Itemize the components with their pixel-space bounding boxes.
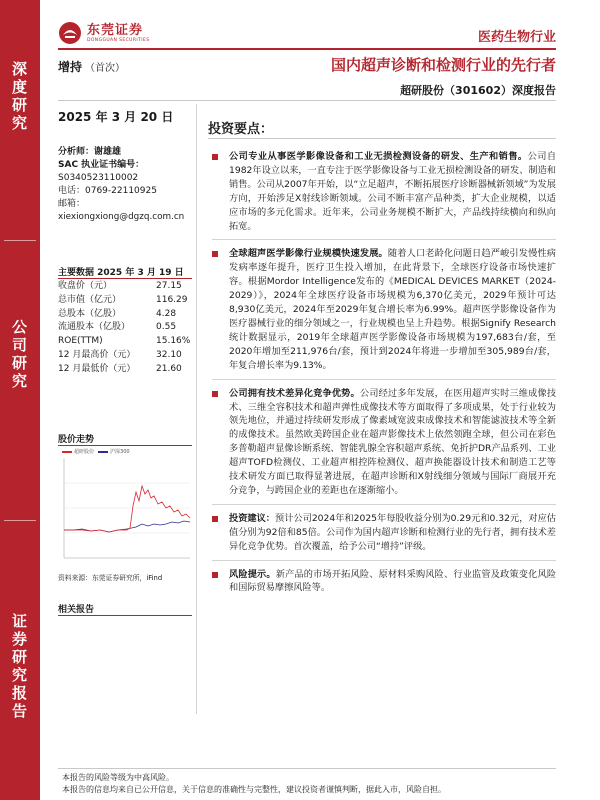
key-point-technology: 公司拥有技术差异化竞争优势。公司经过多年发展，在医用超声实时三维成像技术、三维全容积技术和超声弹性成像技术等方面取得了多项成果，处于行业较为领先地位，并通过持续研发形成了像素域宽波束成像技术和智能滤波技术等全新的成像技术。虽然欧美跨国企业在超声影像技术上依然领跑全球，但公司在彩色多普勒超声显像诊断系统、智能乳腺全容积超声系统、免折护DR产品系列、工业超声TOFD检测仪、工业超声相控阵检测仪、超声换能器设计技术和制造工艺等技术研发方面已取得显著进展，在超声诊断和X射线细分领域与国际厂商展开充分竞争，与跨国企业的差距也在逐渐缩小。 bbox=[212, 387, 556, 498]
bullet-square-icon bbox=[212, 391, 218, 397]
metric-row: 12 月最低价（元） 21.60 bbox=[58, 363, 182, 374]
report-date: 2025 年 3 月 20 日 bbox=[58, 110, 174, 124]
company-logo bbox=[58, 20, 149, 46]
logo-emblem-icon bbox=[58, 21, 82, 45]
key-point-divider bbox=[212, 379, 556, 380]
report-subtitle: 超研股份（301602）深度报告 bbox=[400, 84, 556, 97]
chart-source: 资料来源：东莞证券研究所，iFind bbox=[58, 574, 163, 582]
sidebar-label-company-research: 公 司 研 究 bbox=[11, 318, 28, 390]
key-points-list bbox=[212, 150, 556, 595]
bullet-square-icon bbox=[212, 516, 218, 522]
sidebar-divider bbox=[4, 240, 36, 241]
sac-label: SAC 执业证书编号： bbox=[58, 160, 145, 170]
footer-rule bbox=[58, 768, 556, 769]
footer-risk-level: 本报告的风险等级为中高风险。 bbox=[62, 773, 174, 782]
logo-text-cn: 东莞证券 bbox=[87, 22, 144, 38]
key-point-industry: 全球超声医学影像行业规模快速发展。随着人口老龄化问题日趋严峻引发慢性病发病率逐年提升，医疗卫生投入增加，在此背景下，全球医疗设备市场快速扩容。根据Mordor Intelligence发布的《MEDICAL DEVICES MARKET（2024-2029）》，2024年全球医疗设备市场规模为6,370亿美元，2029年预计可达8,930亿美元，2024年至2029年复合增长率为6.99%。超声医学影像设备作为医疗器械行业的细分领域之一，行业规模也呈上升趋势。根据Signify Research统计数据显示，2019年全球超声医学影像设备市场规模为197,683台/套，至2020年增加至211,976台/套，预计到2024年将进一步增加至305,989台/套，年复合增长率为9.13%。 bbox=[212, 247, 556, 372]
key-point-divider bbox=[212, 560, 556, 561]
rating bbox=[58, 58, 125, 75]
metric-row: 总市值（亿元） 116.29 bbox=[58, 294, 188, 305]
metric-row: ROE(TTM) 15.16% bbox=[58, 336, 191, 347]
stock-chart-title: 股价走势 bbox=[58, 435, 95, 445]
metric-row: 收盘价（元） 27.15 bbox=[58, 281, 182, 291]
metric-row: 总股本（亿股） 4.28 bbox=[58, 308, 177, 319]
key-point-divider bbox=[212, 239, 556, 240]
rating-note: （首次） bbox=[85, 63, 126, 74]
metric-row: 流通股本（亿股） 0.55 bbox=[58, 322, 177, 333]
bullet-square-icon bbox=[212, 154, 218, 160]
analyst-phone: 电话：0769-22110925 bbox=[58, 186, 157, 196]
analyst-info bbox=[58, 146, 193, 224]
key-point-divider bbox=[212, 504, 556, 505]
key-point-investment-advice: 投资建议：预计公司2024年和2025年每股收益分别为0.29元和0.32元，对应估值分别为92倍和85倍。公司作为国内超声诊断和检测行业的先行者，拥有技术差异化竞争优势。首次覆盖，给予公司“增持”评级。 bbox=[212, 512, 556, 554]
sidebar-divider bbox=[4, 520, 36, 521]
rating-value: 增持 bbox=[58, 60, 83, 74]
footer-disclaimer bbox=[62, 772, 556, 796]
metrics-table bbox=[58, 280, 192, 377]
stock-price-chart bbox=[58, 446, 192, 572]
analyst-name: 分析师：谢雄雄 bbox=[58, 147, 122, 157]
report-title: 国内超声诊断和检测行业的先行者 bbox=[330, 56, 556, 74]
key-points-title: 投资要点： bbox=[208, 122, 274, 137]
key-points-rule bbox=[208, 138, 556, 139]
related-reports-title[interactable]: 相关报告 bbox=[58, 605, 95, 615]
related-reports-rule bbox=[58, 615, 192, 616]
legend-item-stock: 超研股份 bbox=[62, 448, 94, 455]
subtitle-rule bbox=[58, 100, 556, 101]
sidebar-label-securities-report: 证 券 研 究 报 告 bbox=[11, 612, 28, 720]
key-point-risks: 风险提示。新产品的市场开拓风险、原材料采购风险、行业监管及政策变化风险和国际贸易摩擦风险等。 bbox=[212, 568, 556, 596]
header-rule bbox=[58, 48, 556, 50]
bullet-square-icon bbox=[212, 251, 218, 257]
metrics-title: 主要数据 2025 年 3 月 19 日 bbox=[58, 268, 184, 278]
column-divider bbox=[196, 104, 197, 714]
industry-label: 医药生物行业 bbox=[477, 30, 556, 45]
metrics-title-rule bbox=[58, 278, 192, 279]
analyst-email[interactable]: xiexiongxiong@dgzq.com.cn bbox=[58, 212, 185, 222]
footer-info-source: 本报告的信息均来自已公开信息，关于信息的准确性与完整性，建议投资者谨慎判断，据此入市，风险自担。 bbox=[62, 785, 446, 794]
logo-text-en: DONGGUAN SECURITIES bbox=[87, 37, 150, 43]
stock-series-line bbox=[64, 486, 190, 532]
legend-item-index: 沪深300 bbox=[98, 448, 130, 455]
sidebar-label-deep-research: 深 度 研 究 bbox=[11, 60, 28, 132]
key-point-business: 公司专业从事医学影像设备和工业无损检测设备的研发、生产和销售。公司自1982年设立以来，一直专注于医学影像设备与工业无损检测设备的研发、制造和销售。公司从2007年开始，以“立足超声，不断拓展医疗诊断器械新领域”为发展方向，开始涉足X射线诊断领域。公司不断丰富产品种类，扩大企业规模，以适应市场的多元化需求。近年来，公司业务规模不断扩大，产品线持续横向和纵向拓宽。 bbox=[212, 150, 556, 233]
metric-row: 12 月最高价（元） 32.10 bbox=[58, 349, 182, 360]
bullet-square-icon bbox=[212, 572, 218, 578]
sac-number: S0340523110002 bbox=[58, 173, 139, 183]
email-label: 邮箱： bbox=[58, 199, 86, 209]
